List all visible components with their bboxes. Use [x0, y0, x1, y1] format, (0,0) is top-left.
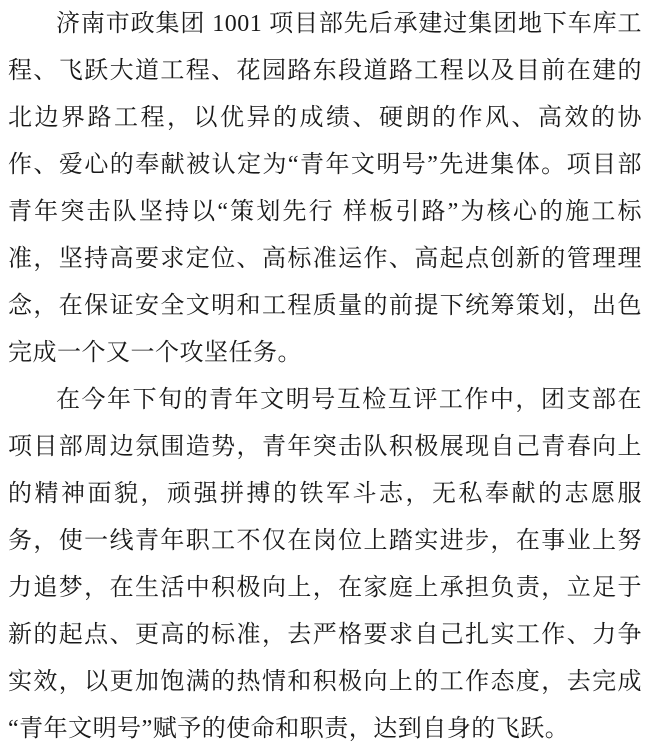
paragraph-2: 在今年下旬的青年文明号互检互评工作中，团支部在项目部周边氛围造势，青年突击队积极展现自己青春向上的精神面貌，顽强拼搏的铁军斗志，无私奉献的志愿服务，使一线青年职工不仅在岗位上踏实进步，在事业上努力追梦，在生活中积极向上，在家庭上承担负责，立足于新的起点、更高的标准，去严格要求自己扎实工作、力争实效，以更加饱满的热情和积极向上的工作态度，去完成“青年文明号”赋予的使命和职责，达到自身的飞跃。 [8, 387, 642, 742]
paragraph-1: 济南市政集团 1001 项目部先后承建过集团地下车库工程、飞跃大道工程、花园路东段道路工程以及目前在建的北边界路工程，以优异的成绩、硬朗的作风、高效的协作、爱心的奉献被认定为“青年文明号”先进集体。项目部青年突击队坚持以“策划先行 样板引路”为核心的施工标准，坚持高要求定位、高标准运作、高起点创新的管理理念，在保证安全文明和工程质量的前提下统筹策划，出色完成一个又一个攻坚任务。 [8, 11, 642, 366]
